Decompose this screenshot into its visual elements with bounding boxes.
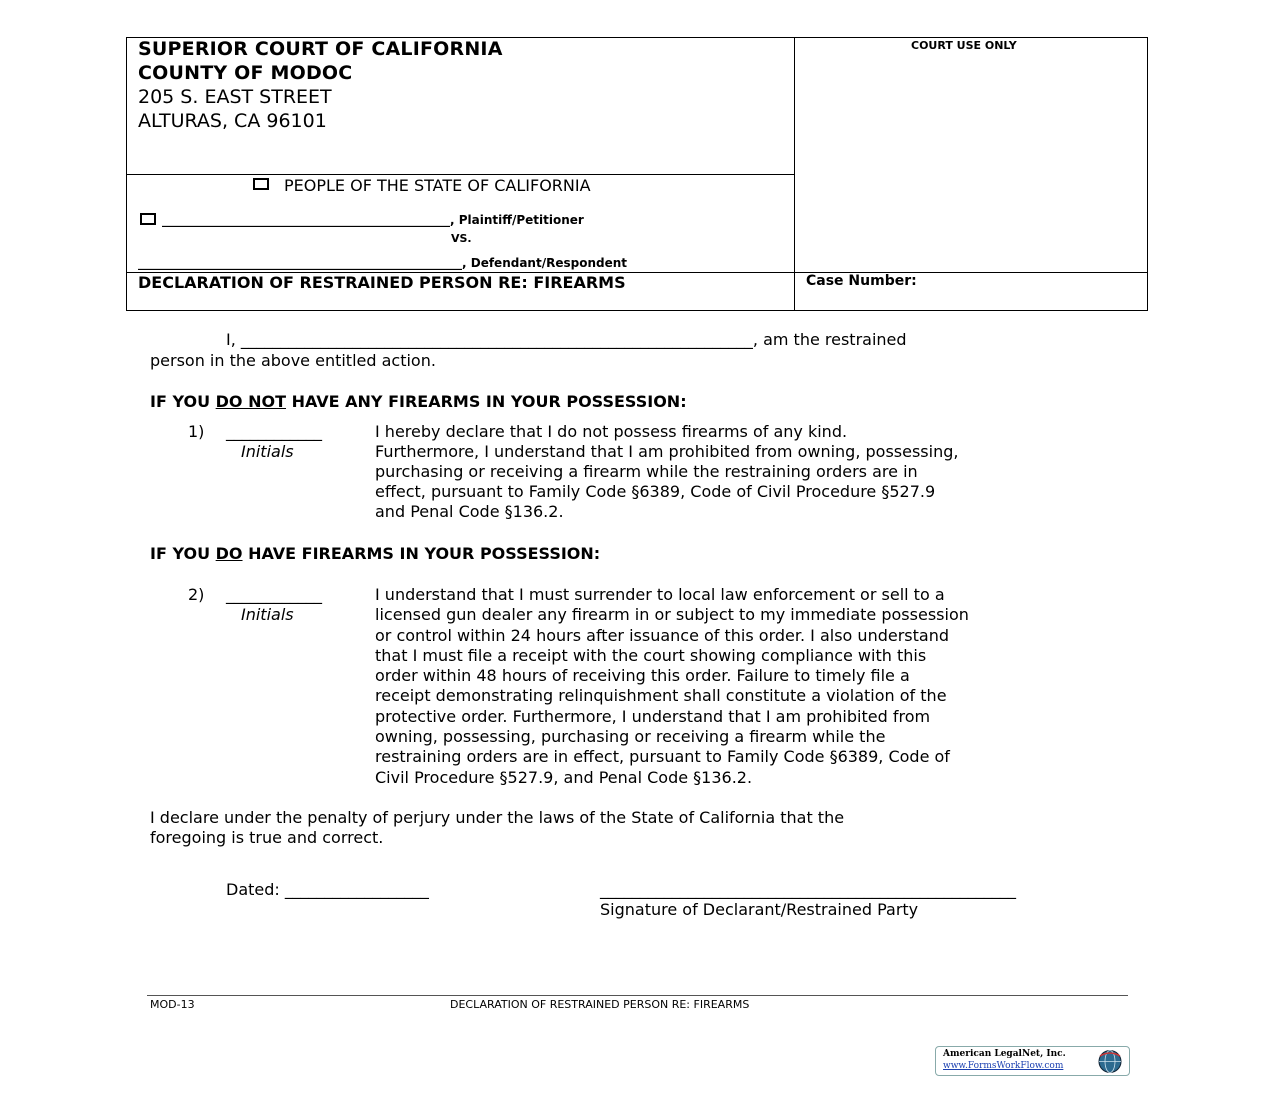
court-use-only-label: COURT USE ONLY [911,39,1017,52]
caption-divider [794,38,795,310]
item-number: 1) [188,422,205,441]
initials-field-2[interactable]: ____________ [226,585,322,604]
footer-rule [147,995,1128,996]
initials-field-1[interactable]: ____________ [226,422,322,441]
logo-url[interactable]: www.FormsWorkFlow.com [943,1061,1064,1071]
item-2-text: I understand that I must surrender to local law enforcement or sell to a licensed gun dealer any firearm in or subject to my immediate possession or control within 24 hours after issuance of this order. I also understand that I must file a receipt with the court showing compliance with this order within 48 hours of receiving this order. Failure to timely file a receipt demonstrating relinquishment shall constitute a violation of the protective order. Furthermore, I understand that I am prohibited from owning, possessing, purchasing or receiving a firearm while the restraining orders are in effect, pursuant to Family Code §6389, Code of Civil Procedure §527.9, and Penal Code §136.2. [375,585,969,787]
county-name: COUNTY OF MODOC [138,62,353,84]
form-title: DECLARATION OF RESTRAINED PERSON RE: FIREARMS [138,273,626,292]
section-heading-no-firearms: IF YOU DO NOT HAVE ANY FIREARMS IN YOUR POSSESSION: [150,392,687,411]
intro-text: person in the above entitled action. [150,351,436,370]
logo-company: American LegalNet, Inc. [943,1049,1066,1059]
section-heading-have-firearms: IF YOU DO HAVE FIREARMS IN YOUR POSSESSION: [150,544,601,563]
court-address-city: ALTURAS, CA 96101 [138,110,327,132]
declarant-name-line[interactable]: I, ________________________________________________________________, am the restrained [226,330,907,349]
caption-divider [127,174,794,175]
plaintiff-checkbox[interactable] [140,213,156,225]
signature-field[interactable]: ____________________________________________________ [600,880,1016,899]
perjury-declaration: I declare under the penalty of perjury under the laws of the State of California that the foregoing is true and correct. [150,808,845,847]
footer-title: DECLARATION OF RESTRAINED PERSON RE: FIREARMS [450,998,750,1011]
defendant-field[interactable]: ______________________________________________________, Defendant/Respondent [138,256,627,270]
globe-icon [1094,1048,1126,1075]
signature-label: Signature of Declarant/Restrained Party [600,900,919,919]
court-address-street: 205 S. EAST STREET [138,86,332,108]
plaintiff-field[interactable]: ________________________________________________, Plaintiff/Petitioner [162,213,584,227]
case-number-label: Case Number: [806,273,917,289]
people-checkbox[interactable] [253,178,269,190]
publisher-logo[interactable] [935,1046,1130,1076]
initials-label: Initials [241,605,294,624]
item-number: 2) [188,585,205,604]
court-name: SUPERIOR COURT OF CALIFORNIA [138,38,503,60]
dated-field[interactable]: Dated: __________________ [226,880,429,899]
initials-label: Initials [241,442,294,461]
people-label: PEOPLE OF THE STATE OF CALIFORNIA [284,176,591,195]
item-1-text: I hereby declare that I do not possess firearms of any kind. Furthermore, I understand that I am prohibited from owning, possessing, purchasing or receiving a firearm while the restraining orders are in effect, pursuant to Family Code §6389, Code of Civil Procedure §527.9 and Penal Code §136.2. [375,422,959,521]
versus-label: VS. [451,232,472,245]
form-code: MOD-13 [150,998,195,1011]
